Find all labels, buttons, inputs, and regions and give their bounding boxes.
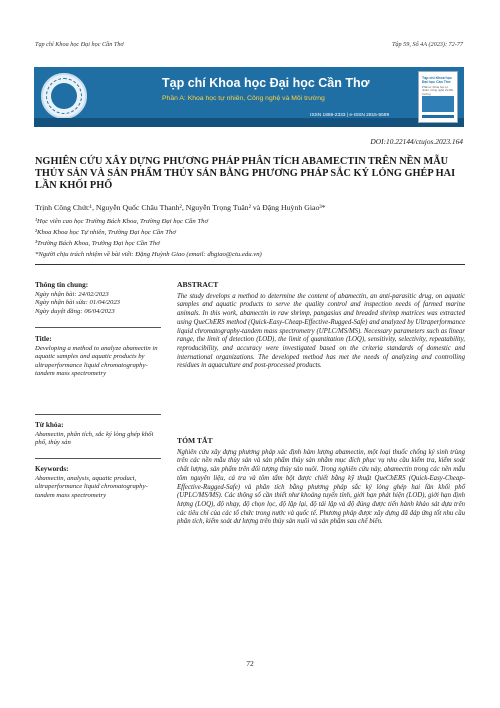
running-header-journal: Tạp chí Khoa học Đại học Cần Thơ [35,41,124,48]
banner-journal-subtitle: Phần A: Khoa học tự nhiên, Công nghệ và Môi trường [162,95,325,102]
abstract-heading: ABSTRACT [177,280,219,289]
article-title: NGHIÊN CỨU XÂY DỰNG PHƯƠNG PHÁP PHÂN TÍCH ABAMECTIN TRÊN NỀN MẪU THỦY SẢN VÀ SẢN PHẨM THỦY SẢN BẰNG PHƯƠNG PHÁP SẮC KÝ LỎNG GHÉP HAI LẦN KHỐI PHỔ [35,156,456,192]
section-divider [35,264,465,265]
cover-title: Tạp chí Khoa học Đại học Cần Thơ [422,76,452,85]
english-title: Developing a method to analyze abamectin in aquatic samples and aquatic products by ultraperformance liquid chromatography-tandem mass spectrometry [35,344,158,378]
article-info-block [35,281,161,316]
cover-image [422,96,454,112]
affiliation-3: ³Trường Bách Khoa, Trường Đại học Cần Thơ [35,240,160,247]
sidebar-divider [35,327,161,328]
doi-link[interactable]: DOI:10.22144/ctujos.2023.164 [370,137,463,146]
abstract-section [177,281,465,371]
english-title-block [35,335,161,379]
english-keywords: Abamectin, analysis, aquatic product, ultraperformance liquid chromatography-tandem mass spectrometry [35,474,148,499]
abstract-text: The study develops a method to determine the content of abamectin, an anti-parasitic drug, on aquatic samples and aquatic products to serve the quality control and inspection needs of farmed marine animals. In this work, abamectin in raw shrimp, pangasius and breaded shrimp matrices was extracted using QueChERS method (Quick-Easy-Cheap-Effective-Rugged-Safe) and analyzed by Ultraperformance liquid chromatography-tandem mass spectrometry (UPLC/MS/MS). Necessary parameters such as linear range, the limit of detection (LOD), the limit of quantitation (LOQ), sensitivity, selectivity, repeatability, reproducibility, and accuracy were investigated based on the criteria standards of domestic and international organizations. The developed method has met the needs of analyzing and controlling residues in aquaculture and post-processed products. [177,292,465,370]
journal-cover-thumbnail [418,71,458,123]
article-authors: Trịnh Công Chức¹, Nguyễn Quốc Châu Thanh², Nguyễn Trọng Tuân² và Đặng Huỳnh Giao³* [35,203,326,212]
revised-date: Ngày nhận bài sửa: 01/04/2023 [35,299,121,307]
tomtat-text: Nghiên cứu xây dựng phương pháp xác định hàm lượng abamectin, một loại thuốc chống ký sinh trùng trên các nền mẫu thủy sản và sản phẩm thủy sản nhằm mục đích phục vụ nhu cầu kiểm tra, kiểm soát chất lượng, sản phẩm trên đối tượng thủy sản nuôi. Trong nghiên cứu này, abamectin trong các nền mẫu tôm nguyên liệu, cá tra và tôm tẩm bột được chiết bằng kỹ thuật QueChERS (Quick-Easy-Cheap-Effective-Rugged-Safe) và phân tích bằng phương pháp sắc ký lỏng ghép hai lần khối phổ (UPLC/MS/MS). Các thông số cần thiết như khoảng tuyến tính, giới hạn phát hiện (LOD), giới hạn định lượng (LOQ), độ nhạy, độ chọn lọc, độ lặp lại, độ tái lập và độ đúng được tiến hành khảo sát dựa trên các tiêu chí của các tổ chức trong nước và quốc tế. Phương pháp được xây dựng đã đáp ứng tốt nhu cầu phân tích, kiểm soát dư lượng trên thủy sản nuôi và sản phẩm sau chế biến. [177,448,465,526]
tomtat-section [177,437,465,527]
page-number: 72 [246,659,254,668]
affiliation-1: ¹Học viên cao học Trường Bách Khoa, Trường Đại học Cần Thơ [35,218,209,225]
received-date: Ngày nhận bài: 24/02/2023 [35,290,109,298]
vietnamese-keywords: Abamectin, phân tích, sắc ký lỏng ghép khối phổ, thủy sản [35,430,154,447]
cover-bar [422,115,454,118]
cover-subtitle: Phần A: Khoa học tự nhiên, Công nghệ và Môi trường [422,85,454,96]
tukhoa-heading: Từ khóa: [35,421,64,429]
running-header-volume: Tập 59, Số 4A (2023): 72-77 [391,41,463,48]
banner-journal-title: Tạp chí Khoa học Đại học Cần Thơ [162,76,370,90]
keywords-heading: Keywords: [35,465,69,473]
banner-issn: ISSN 1859-2333 | e-ISSN 2815-5599 [310,113,390,118]
accepted-date: Ngày duyệt đăng: 06/04/2023 [35,307,115,315]
banner-stripe [34,118,464,127]
title-heading: Title: [35,335,52,343]
vietnamese-keywords-block [35,421,161,448]
tomtat-heading: TÓM TẮT [177,436,213,445]
english-keywords-block [35,465,161,500]
sidebar-divider [35,414,161,415]
university-logo-icon [41,73,87,119]
corresponding-author: *Người chịu trách nhiệm về bài viết: Đặng Huỳnh Giao (email: dhgiao@ctu.edu.vn) [35,251,262,258]
affiliation-2: ²Khoa Khoa học Tự nhiên, Trường Đại học Cần Thơ [35,229,176,236]
journal-banner [34,67,464,127]
info-heading: Thông tin chung: [35,281,89,289]
sidebar-divider [35,458,161,459]
